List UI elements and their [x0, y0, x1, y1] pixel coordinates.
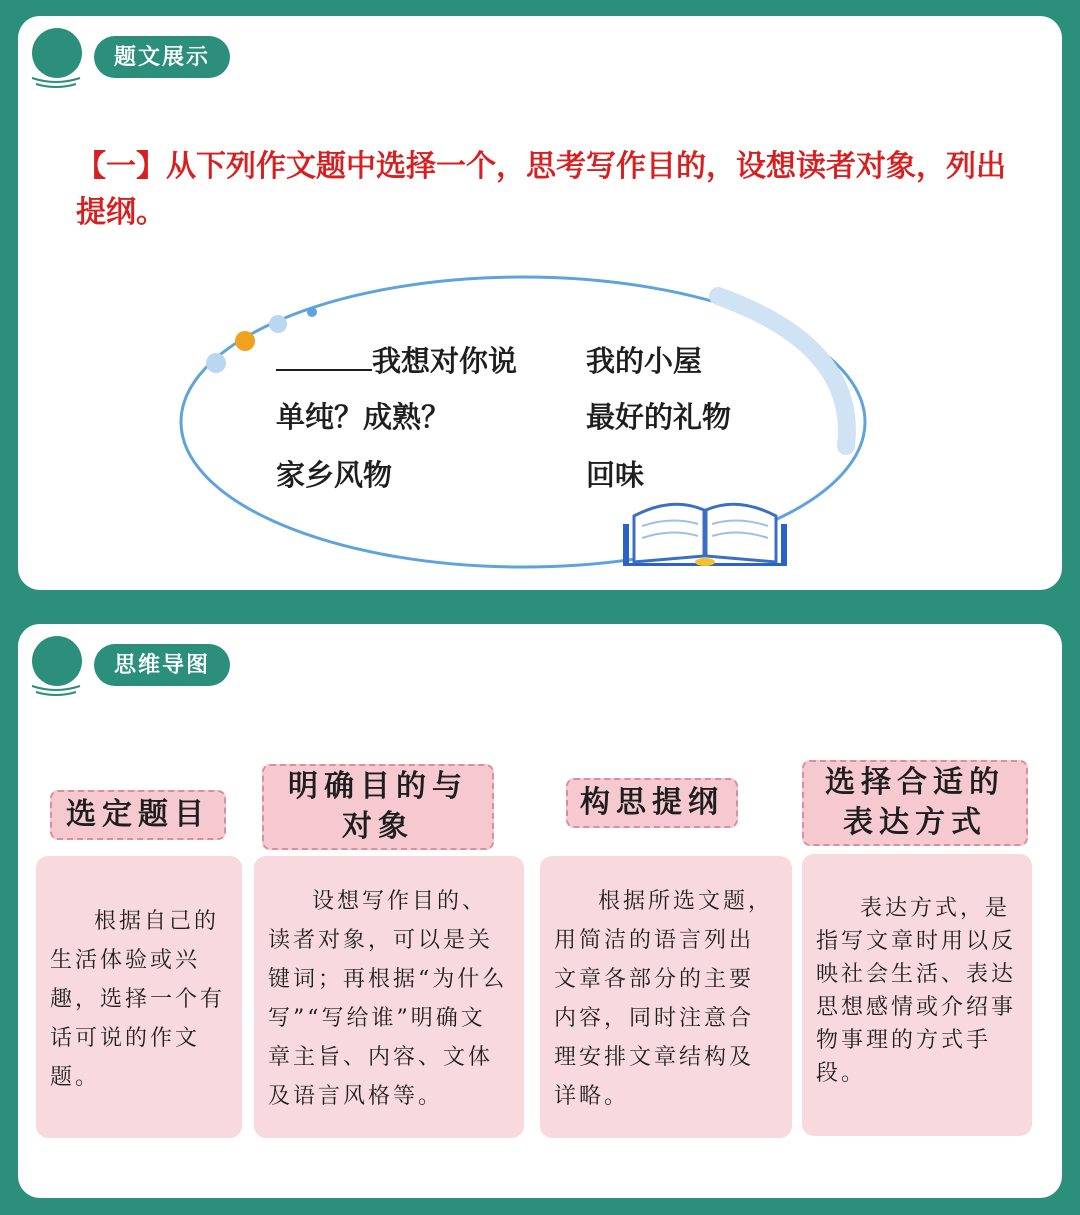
step-card-expression	[802, 854, 1032, 1136]
step-card-choose-topic	[36, 856, 242, 1138]
topic-item: 回味	[586, 460, 645, 492]
open-book-icon	[622, 486, 792, 566]
step-body: 根据自己的生活体验或兴趣，选择一个有话可说的作文题。	[50, 909, 226, 1090]
decor-dot	[269, 315, 287, 333]
header-decoration-circle	[32, 636, 82, 686]
header-decoration-lines	[26, 682, 86, 698]
step-body: 根据所选文题，用简洁的语言列出文章各部分的主要内容，同时注意合理安排文章结构及详略。	[554, 889, 774, 1109]
topic-item: 单纯？成熟？	[276, 402, 451, 434]
step-title-expression: 选择合适的表达方式	[802, 760, 1028, 846]
decor-dot	[206, 353, 226, 373]
step-title-outline: 构思提纲	[566, 778, 738, 828]
topic-item: 最好的礼物	[586, 402, 732, 434]
section-header-topic-display: 题文展示	[94, 36, 230, 78]
section-header-mind-map: 思维导图	[94, 644, 230, 686]
step-title-choose-topic: 选定题目	[50, 790, 226, 840]
step-card-outline	[540, 856, 792, 1138]
topic-item: 家乡风物	[276, 460, 393, 492]
task-lead-label: 【一】	[76, 150, 166, 183]
step-body: 设想写作目的、读者对象，可以是关键词；再根据“为什么写”“写给谁”明确文章主旨、内容、文体及语言风格等。	[268, 889, 508, 1109]
topic-item: 我想对你说	[276, 342, 517, 382]
step-body: 表达方式，是指写文章时用以反映社会生活、表达思想感情或介绍事物事理的方式手段。	[816, 896, 1017, 1086]
topic-item: 我的小屋	[586, 346, 703, 378]
decor-dot	[235, 331, 255, 351]
fill-blank-line	[276, 343, 372, 371]
header-decoration-lines	[26, 74, 86, 90]
topic-display-panel	[18, 16, 1062, 590]
task-text: 从下列作文题中选择一个，思考写作目的，设想读者对象，列出提纲。	[76, 150, 1006, 229]
mind-map-panel	[18, 624, 1062, 1198]
step-card-purpose-audience	[254, 856, 524, 1138]
topic-ellipse-frame	[18, 256, 1062, 586]
step-title-purpose-audience: 明确目的与对象	[262, 764, 494, 850]
header-decoration-circle	[32, 28, 82, 78]
task-instruction	[76, 144, 1016, 236]
decor-dot	[307, 307, 317, 317]
